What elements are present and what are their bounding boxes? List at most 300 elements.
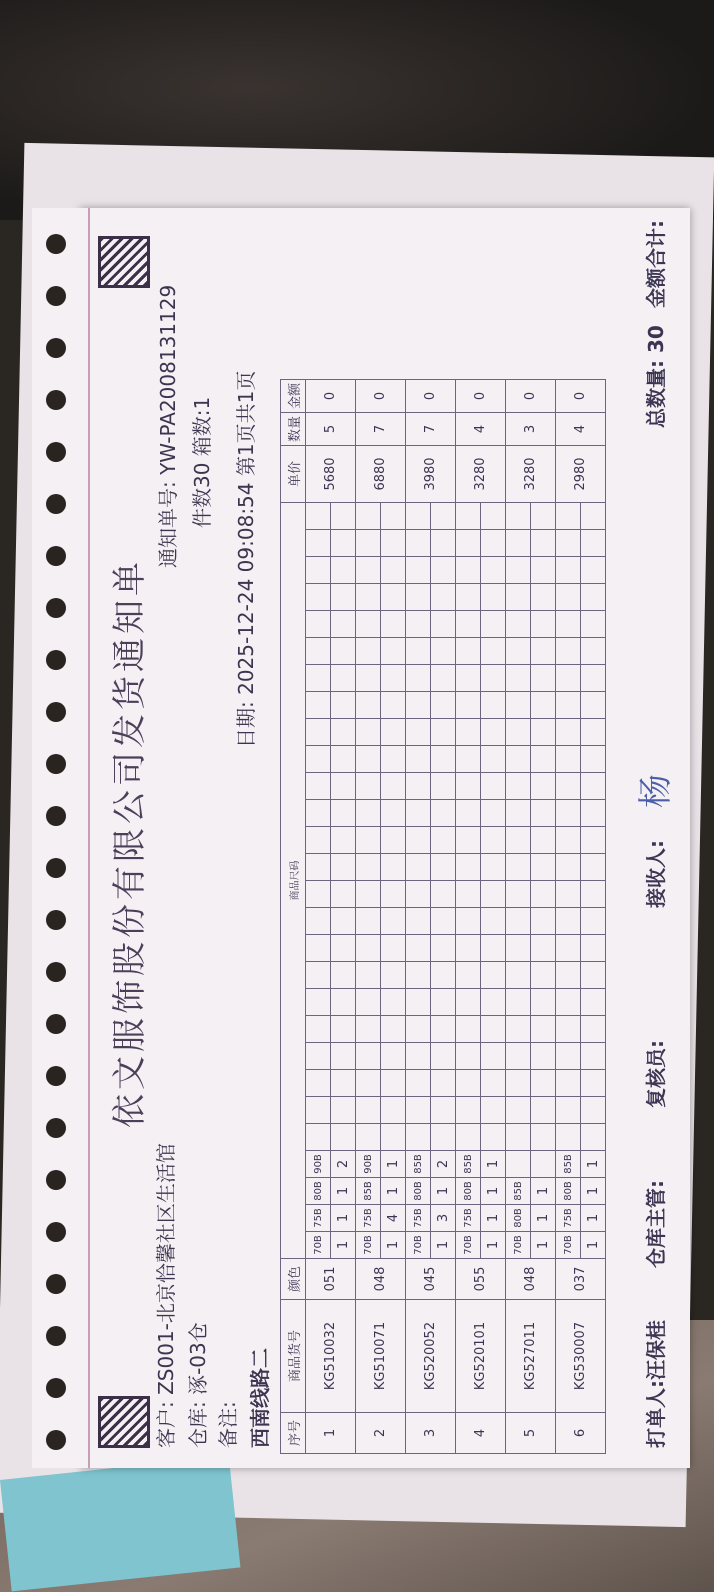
tractor-feed-strip — [32, 208, 80, 1468]
size-label: 85B — [406, 1151, 431, 1178]
header-color: 颜色 — [281, 1259, 306, 1300]
empty-cell — [431, 1043, 456, 1070]
row-qty: 3 — [506, 413, 556, 446]
empty-cell — [431, 665, 456, 692]
row-amount: 0 — [306, 380, 356, 413]
empty-cell — [531, 503, 556, 530]
size-label: 90B — [306, 1151, 331, 1178]
empty-cell — [531, 665, 556, 692]
empty-cell — [581, 1097, 606, 1124]
table-row — [456, 380, 481, 1454]
perforation-line — [88, 208, 90, 1468]
empty-cell — [481, 854, 506, 881]
empty-cell — [456, 557, 481, 584]
empty-cell — [481, 746, 506, 773]
feed-hole — [46, 910, 66, 930]
empty-cell — [406, 962, 431, 989]
size-label: 85B — [356, 1178, 381, 1205]
empty-cell — [556, 1070, 581, 1097]
empty-cell — [406, 665, 431, 692]
empty-cell — [581, 881, 606, 908]
empty-cell — [306, 584, 331, 611]
empty-cell — [456, 881, 481, 908]
empty-cell — [331, 692, 356, 719]
empty-cell — [406, 584, 431, 611]
size-label: 70B — [556, 1232, 581, 1259]
empty-cell — [306, 1124, 331, 1151]
empty-cell — [431, 935, 456, 962]
footer-total-amount: 金额合计: — [644, 220, 668, 308]
empty-cell — [331, 854, 356, 881]
header-seq: 序号 — [281, 1413, 306, 1454]
empty-cell — [506, 1070, 531, 1097]
size-label: 80B — [456, 1178, 481, 1205]
empty-cell — [306, 1070, 331, 1097]
notice-number: 通知单号: YW-PA2008131129 — [156, 284, 180, 568]
empty-cell — [356, 962, 381, 989]
empty-cell — [356, 611, 381, 638]
empty-cell — [456, 1016, 481, 1043]
empty-cell — [531, 827, 556, 854]
empty-cell — [556, 989, 581, 1016]
empty-cell — [531, 1070, 556, 1097]
feed-hole — [46, 1118, 66, 1138]
size-qty: 3 — [431, 1205, 456, 1232]
feed-hole — [46, 1014, 66, 1034]
size-label: 70B — [456, 1232, 481, 1259]
empty-cell — [581, 584, 606, 611]
empty-cell — [306, 800, 331, 827]
empty-cell — [406, 881, 431, 908]
row-price: 6880 — [356, 446, 406, 503]
empty-cell — [381, 881, 406, 908]
empty-cell — [481, 665, 506, 692]
empty-cell — [431, 1097, 456, 1124]
empty-cell — [356, 584, 381, 611]
empty-cell — [531, 719, 556, 746]
empty-cell — [381, 1124, 406, 1151]
empty-cell — [556, 827, 581, 854]
empty-cell — [331, 584, 356, 611]
empty-cell — [556, 854, 581, 881]
empty-cell — [381, 1016, 406, 1043]
empty-cell — [381, 773, 406, 800]
empty-cell — [506, 773, 531, 800]
empty-cell — [356, 1124, 381, 1151]
empty-cell — [506, 1016, 531, 1043]
row-qty: 4 — [556, 413, 606, 446]
empty-cell — [581, 503, 606, 530]
table-header-row — [281, 380, 306, 1454]
empty-cell — [331, 881, 356, 908]
size-label: 90B — [356, 1151, 381, 1178]
empty-cell — [556, 1097, 581, 1124]
empty-cell — [406, 827, 431, 854]
empty-cell — [531, 773, 556, 800]
empty-cell — [556, 800, 581, 827]
empty-cell — [556, 665, 581, 692]
size-qty: 1 — [381, 1178, 406, 1205]
empty-cell — [431, 989, 456, 1016]
feed-hole — [46, 1326, 66, 1346]
row-code: KG510071 — [356, 1300, 406, 1413]
feed-hole — [46, 1066, 66, 1086]
empty-cell — [556, 1043, 581, 1070]
empty-cell — [431, 503, 456, 530]
feed-hole — [46, 390, 66, 410]
size-label: 70B — [506, 1232, 531, 1259]
empty-cell — [406, 908, 431, 935]
size-qty — [531, 1151, 556, 1178]
row-code: KG530007 — [556, 1300, 606, 1413]
row-code: KG510032 — [306, 1300, 356, 1413]
empty-cell — [406, 530, 431, 557]
feed-hole — [46, 494, 66, 514]
empty-cell — [356, 665, 381, 692]
size-label: 75B — [356, 1205, 381, 1232]
empty-cell — [581, 989, 606, 1016]
empty-cell — [531, 557, 556, 584]
empty-cell — [431, 1124, 456, 1151]
size-label: 80B — [406, 1178, 431, 1205]
empty-cell — [331, 800, 356, 827]
empty-cell — [581, 1016, 606, 1043]
row-amount: 0 — [356, 380, 406, 413]
empty-cell — [556, 584, 581, 611]
empty-cell — [356, 1097, 381, 1124]
empty-cell — [581, 908, 606, 935]
empty-cell — [356, 1016, 381, 1043]
table-row — [406, 380, 431, 1454]
feed-hole — [46, 286, 66, 306]
empty-cell — [481, 881, 506, 908]
empty-cell — [356, 827, 381, 854]
empty-cell — [456, 584, 481, 611]
empty-cell — [406, 692, 431, 719]
empty-cell — [456, 719, 481, 746]
size-label: 80B — [506, 1205, 531, 1232]
size-qty: 2 — [431, 1151, 456, 1178]
empty-cell — [506, 989, 531, 1016]
empty-cell — [381, 962, 406, 989]
row-price: 3280 — [456, 446, 506, 503]
row-amount: 0 — [506, 380, 556, 413]
empty-cell — [331, 1016, 356, 1043]
memo: 备注: — [216, 1401, 240, 1448]
empty-cell — [556, 881, 581, 908]
empty-cell — [306, 638, 331, 665]
feed-hole — [46, 1274, 66, 1294]
empty-cell — [431, 611, 456, 638]
empty-cell — [381, 746, 406, 773]
empty-cell — [481, 692, 506, 719]
empty-cell — [531, 800, 556, 827]
empty-cell — [581, 692, 606, 719]
empty-cell — [481, 827, 506, 854]
empty-cell — [381, 638, 406, 665]
size-label: 70B — [406, 1232, 431, 1259]
empty-cell — [556, 1124, 581, 1151]
empty-cell — [381, 665, 406, 692]
empty-cell — [481, 611, 506, 638]
header-amount: 金额 — [281, 380, 306, 413]
empty-cell — [481, 1043, 506, 1070]
empty-cell — [356, 557, 381, 584]
size-qty: 4 — [381, 1205, 406, 1232]
empty-cell — [356, 935, 381, 962]
row-price: 2980 — [556, 446, 606, 503]
size-qty: 1 — [481, 1178, 506, 1205]
empty-cell — [431, 746, 456, 773]
empty-cell — [456, 1124, 481, 1151]
empty-cell — [431, 854, 456, 881]
table-row — [556, 380, 581, 1454]
empty-cell — [456, 638, 481, 665]
route-name: 西南线路二 — [248, 1348, 272, 1448]
row-qty: 7 — [406, 413, 456, 446]
empty-cell — [581, 800, 606, 827]
empty-cell — [406, 989, 431, 1016]
empty-cell — [556, 746, 581, 773]
feed-hole — [46, 234, 66, 254]
empty-cell — [581, 530, 606, 557]
empty-cell — [431, 1016, 456, 1043]
empty-cell — [506, 692, 531, 719]
row-price: 3980 — [406, 446, 456, 503]
empty-cell — [506, 881, 531, 908]
feed-hole — [46, 1378, 66, 1398]
size-qty: 1 — [481, 1205, 506, 1232]
row-color: 051 — [306, 1259, 356, 1300]
feed-hole — [46, 1430, 66, 1450]
size-qty: 1 — [331, 1205, 356, 1232]
empty-cell — [581, 719, 606, 746]
empty-cell — [381, 908, 406, 935]
size-qty: 1 — [581, 1205, 606, 1232]
empty-cell — [506, 1097, 531, 1124]
empty-cell — [581, 1043, 606, 1070]
footer-printer: 打单人:汪保桂 — [644, 1320, 668, 1448]
footer-total-qty: 总数量: 30 — [644, 325, 668, 428]
size-qty: 1 — [381, 1151, 406, 1178]
empty-cell — [431, 719, 456, 746]
empty-cell — [481, 719, 506, 746]
size-qty: 1 — [531, 1178, 556, 1205]
size-label: 75B — [456, 1205, 481, 1232]
empty-cell — [531, 530, 556, 557]
empty-cell — [481, 638, 506, 665]
empty-cell — [506, 1043, 531, 1070]
table-row — [356, 380, 381, 1454]
empty-cell — [406, 773, 431, 800]
empty-cell — [456, 611, 481, 638]
size-label: 70B — [356, 1232, 381, 1259]
feed-hole — [46, 962, 66, 982]
empty-cell — [406, 719, 431, 746]
qr-code-right — [98, 236, 150, 288]
empty-cell — [506, 530, 531, 557]
row-color: 048 — [506, 1259, 556, 1300]
empty-cell — [406, 1043, 431, 1070]
empty-cell — [331, 989, 356, 1016]
row-color: 045 — [406, 1259, 456, 1300]
empty-cell — [556, 638, 581, 665]
empty-cell — [556, 503, 581, 530]
empty-cell — [456, 1097, 481, 1124]
empty-cell — [456, 800, 481, 827]
empty-cell — [506, 962, 531, 989]
empty-cell — [506, 719, 531, 746]
header-sizes: 商品尺码 — [281, 503, 306, 1259]
row-code: KG520101 — [456, 1300, 506, 1413]
size-label: 85B — [506, 1178, 531, 1205]
empty-cell — [506, 503, 531, 530]
empty-cell — [481, 908, 506, 935]
empty-cell — [531, 989, 556, 1016]
feed-hole — [46, 754, 66, 774]
empty-cell — [456, 962, 481, 989]
footer-receiver: 接收人: — [644, 840, 668, 908]
empty-cell — [456, 746, 481, 773]
empty-cell — [431, 1070, 456, 1097]
empty-cell — [456, 530, 481, 557]
empty-cell — [331, 557, 356, 584]
empty-cell — [381, 503, 406, 530]
empty-cell — [556, 530, 581, 557]
footer-checker: 复核员: — [644, 1040, 668, 1108]
empty-cell — [331, 935, 356, 962]
empty-cell — [406, 800, 431, 827]
row-price: 5680 — [306, 446, 356, 503]
empty-cell — [581, 854, 606, 881]
empty-cell — [331, 719, 356, 746]
size-qty: 1 — [331, 1232, 356, 1259]
size-qty: 1 — [531, 1205, 556, 1232]
row-seq: 6 — [556, 1413, 606, 1454]
empty-cell — [506, 854, 531, 881]
empty-cell — [556, 935, 581, 962]
empty-cell — [506, 827, 531, 854]
feed-hole — [46, 806, 66, 826]
table-row — [306, 380, 331, 1454]
customer: 客户: ZS001-北京恰馨社区生活馆 — [154, 1143, 178, 1448]
empty-cell — [331, 1124, 356, 1151]
empty-cell — [506, 638, 531, 665]
empty-cell — [356, 1070, 381, 1097]
empty-cell — [581, 557, 606, 584]
size-qty: 1 — [531, 1232, 556, 1259]
empty-cell — [431, 638, 456, 665]
empty-cell — [456, 854, 481, 881]
row-color: 048 — [356, 1259, 406, 1300]
print-date: 日期: 2025-12-24 09:08:54 第1页共1页 — [234, 370, 258, 748]
row-price: 3280 — [506, 446, 556, 503]
empty-cell — [381, 827, 406, 854]
empty-cell — [306, 1043, 331, 1070]
empty-cell — [581, 1070, 606, 1097]
empty-cell — [531, 935, 556, 962]
empty-cell — [406, 611, 431, 638]
row-amount: 0 — [456, 380, 506, 413]
empty-cell — [406, 557, 431, 584]
empty-cell — [481, 800, 506, 827]
empty-cell — [381, 1070, 406, 1097]
empty-cell — [306, 989, 331, 1016]
empty-cell — [406, 503, 431, 530]
empty-cell — [456, 908, 481, 935]
empty-cell — [306, 530, 331, 557]
empty-cell — [431, 557, 456, 584]
empty-cell — [356, 719, 381, 746]
empty-cell — [331, 530, 356, 557]
size-qty: 1 — [481, 1151, 506, 1178]
empty-cell — [506, 746, 531, 773]
empty-cell — [456, 1070, 481, 1097]
size-qty: 1 — [581, 1151, 606, 1178]
empty-cell — [381, 719, 406, 746]
size-label: 80B — [306, 1178, 331, 1205]
size-qty: 1 — [431, 1178, 456, 1205]
blue-card — [0, 1456, 240, 1591]
feed-hole — [46, 650, 66, 670]
size-qty: 2 — [331, 1151, 356, 1178]
empty-cell — [356, 881, 381, 908]
empty-cell — [556, 692, 581, 719]
empty-cell — [481, 1016, 506, 1043]
row-qty: 4 — [456, 413, 506, 446]
empty-cell — [581, 962, 606, 989]
empty-cell — [531, 638, 556, 665]
row-code: KG520052 — [406, 1300, 456, 1413]
empty-cell — [431, 692, 456, 719]
items-table — [280, 379, 606, 1454]
empty-cell — [531, 584, 556, 611]
empty-cell — [331, 638, 356, 665]
row-qty: 5 — [306, 413, 356, 446]
empty-cell — [431, 530, 456, 557]
row-qty: 7 — [356, 413, 406, 446]
empty-cell — [306, 503, 331, 530]
empty-cell — [331, 746, 356, 773]
empty-cell — [306, 1097, 331, 1124]
empty-cell — [581, 935, 606, 962]
empty-cell — [331, 611, 356, 638]
empty-cell — [481, 503, 506, 530]
empty-cell — [306, 773, 331, 800]
empty-cell — [406, 1070, 431, 1097]
feed-hole — [46, 598, 66, 618]
empty-cell — [481, 557, 506, 584]
warehouse: 仓库: 涿-03仓 — [186, 1322, 210, 1448]
empty-cell — [456, 1043, 481, 1070]
empty-cell — [381, 584, 406, 611]
empty-cell — [556, 962, 581, 989]
receiver-signature: 杨 — [636, 774, 676, 808]
empty-cell — [556, 908, 581, 935]
empty-cell — [306, 935, 331, 962]
feed-hole — [46, 442, 66, 462]
empty-cell — [481, 962, 506, 989]
empty-cell — [481, 530, 506, 557]
empty-cell — [481, 773, 506, 800]
row-seq: 2 — [356, 1413, 406, 1454]
row-color: 055 — [456, 1259, 506, 1300]
size-label — [506, 1151, 531, 1178]
empty-cell — [331, 1070, 356, 1097]
empty-cell — [556, 611, 581, 638]
empty-cell — [481, 1070, 506, 1097]
empty-cell — [306, 692, 331, 719]
